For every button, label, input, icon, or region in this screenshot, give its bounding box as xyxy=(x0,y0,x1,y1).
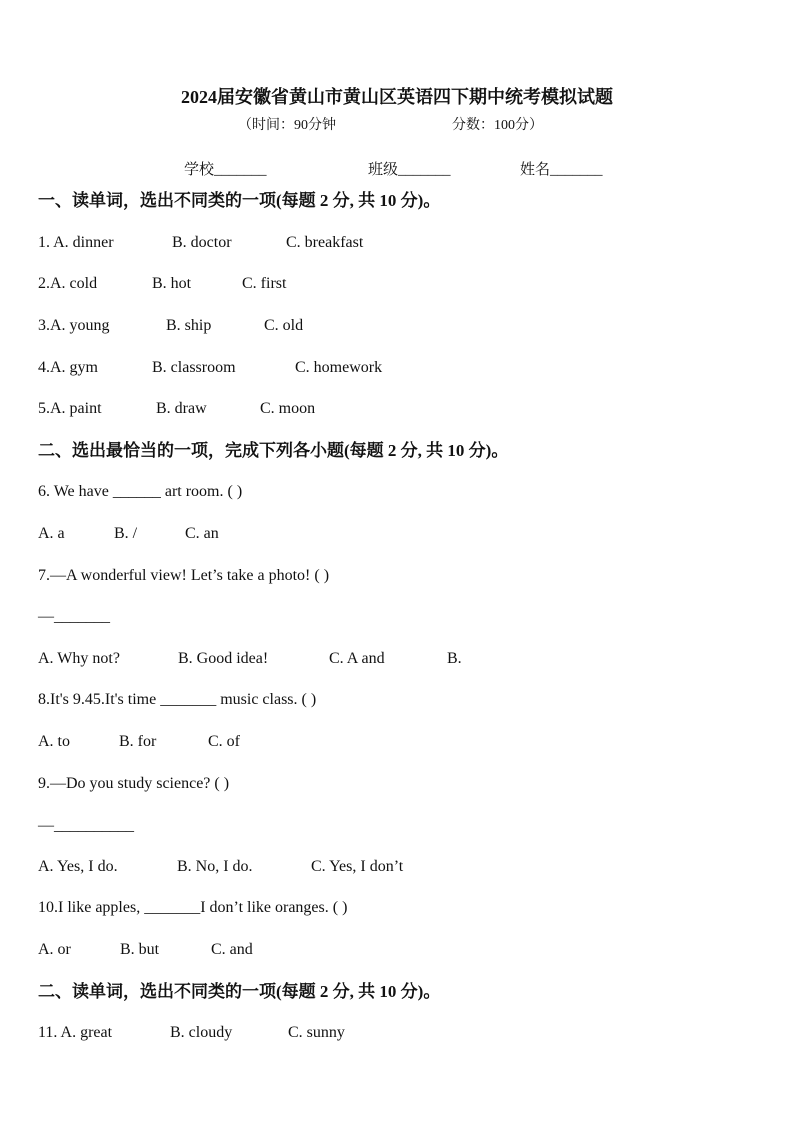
option-c: C. an xyxy=(185,525,219,542)
section-2-heading: 二、选出最恰当的一项，完成下列各小题(每题 2 分, 共 10 分)。 xyxy=(38,441,509,460)
option-b: B. cloudy xyxy=(170,1024,233,1041)
option-c: C. of xyxy=(208,733,240,750)
exam-time: （时间：90分钟 xyxy=(238,118,336,133)
page-title: 2024届安徽省黄山市黄山区英语四下期中统考模拟试题 xyxy=(181,87,613,107)
option-c: C. breakfast xyxy=(286,234,364,251)
option-b: B. hot xyxy=(152,275,192,292)
question-8-stem: 8.It's 9.45.It's time _______ music class. ( ) xyxy=(38,691,317,708)
question-10-stem: 10.I like apples, _______I don’t like oranges. ( ) xyxy=(38,899,348,916)
question-9-answer-blank: —__________ xyxy=(38,817,134,834)
option-b: B. doctor xyxy=(172,234,232,251)
section-1-heading: 一、读单词，选出不同类的一项(每题 2 分, 共 10 分)。 xyxy=(38,191,441,210)
option-a: 11. A. great xyxy=(38,1024,113,1041)
option-a: 4.A. gym xyxy=(38,359,98,376)
option-b: B. / xyxy=(114,525,138,542)
option-b: B. Good idea! xyxy=(178,650,269,667)
option-b: B. for xyxy=(119,733,157,750)
option-a: A. a xyxy=(38,525,65,542)
option-a: 2.A. cold xyxy=(38,275,98,292)
option-b: B. classroom xyxy=(152,359,236,376)
option-c: C. sunny xyxy=(288,1024,345,1041)
option-a: 3.A. young xyxy=(38,317,110,334)
option-a: A. Why not? xyxy=(38,650,120,667)
option-c: C. Yes, I don’t xyxy=(311,858,404,875)
option-c: C. first xyxy=(242,275,287,292)
option-a: 5.A. paint xyxy=(38,400,102,417)
option-c: C. old xyxy=(264,317,304,334)
option-c: C. and xyxy=(211,941,253,958)
option-b: B. draw xyxy=(156,400,207,417)
question-7-answer-blank: —_______ xyxy=(38,608,110,625)
exam-score: 分数：100分） xyxy=(452,118,543,133)
option-d: B. xyxy=(447,650,462,667)
option-b: B. ship xyxy=(166,317,212,334)
option-a: A. or xyxy=(38,941,71,958)
question-9-stem: 9.—Do you study science? ( ) xyxy=(38,775,230,792)
option-a: A. to xyxy=(38,733,70,750)
section-3-heading: 二、读单词，选出不同类的一项(每题 2 分, 共 10 分)。 xyxy=(38,982,441,1001)
name-field: 姓名_______ xyxy=(520,162,603,178)
school-field: 学校_______ xyxy=(184,162,267,178)
option-b: B. No, I do. xyxy=(177,858,253,875)
question-6-stem: 6. We have ______ art room. ( ) xyxy=(38,483,243,500)
option-a: 1. A. dinner xyxy=(38,234,114,251)
option-c: C. homework xyxy=(295,359,383,376)
question-7-stem: 7.—A wonderful view! Let’s take a photo! ( ) xyxy=(38,567,330,584)
option-c: C. moon xyxy=(260,400,316,417)
option-b: B. but xyxy=(120,941,160,958)
class-field: 班级_______ xyxy=(368,162,451,178)
option-a: A. Yes, I do. xyxy=(38,858,118,875)
option-c: C. A and xyxy=(329,650,385,667)
